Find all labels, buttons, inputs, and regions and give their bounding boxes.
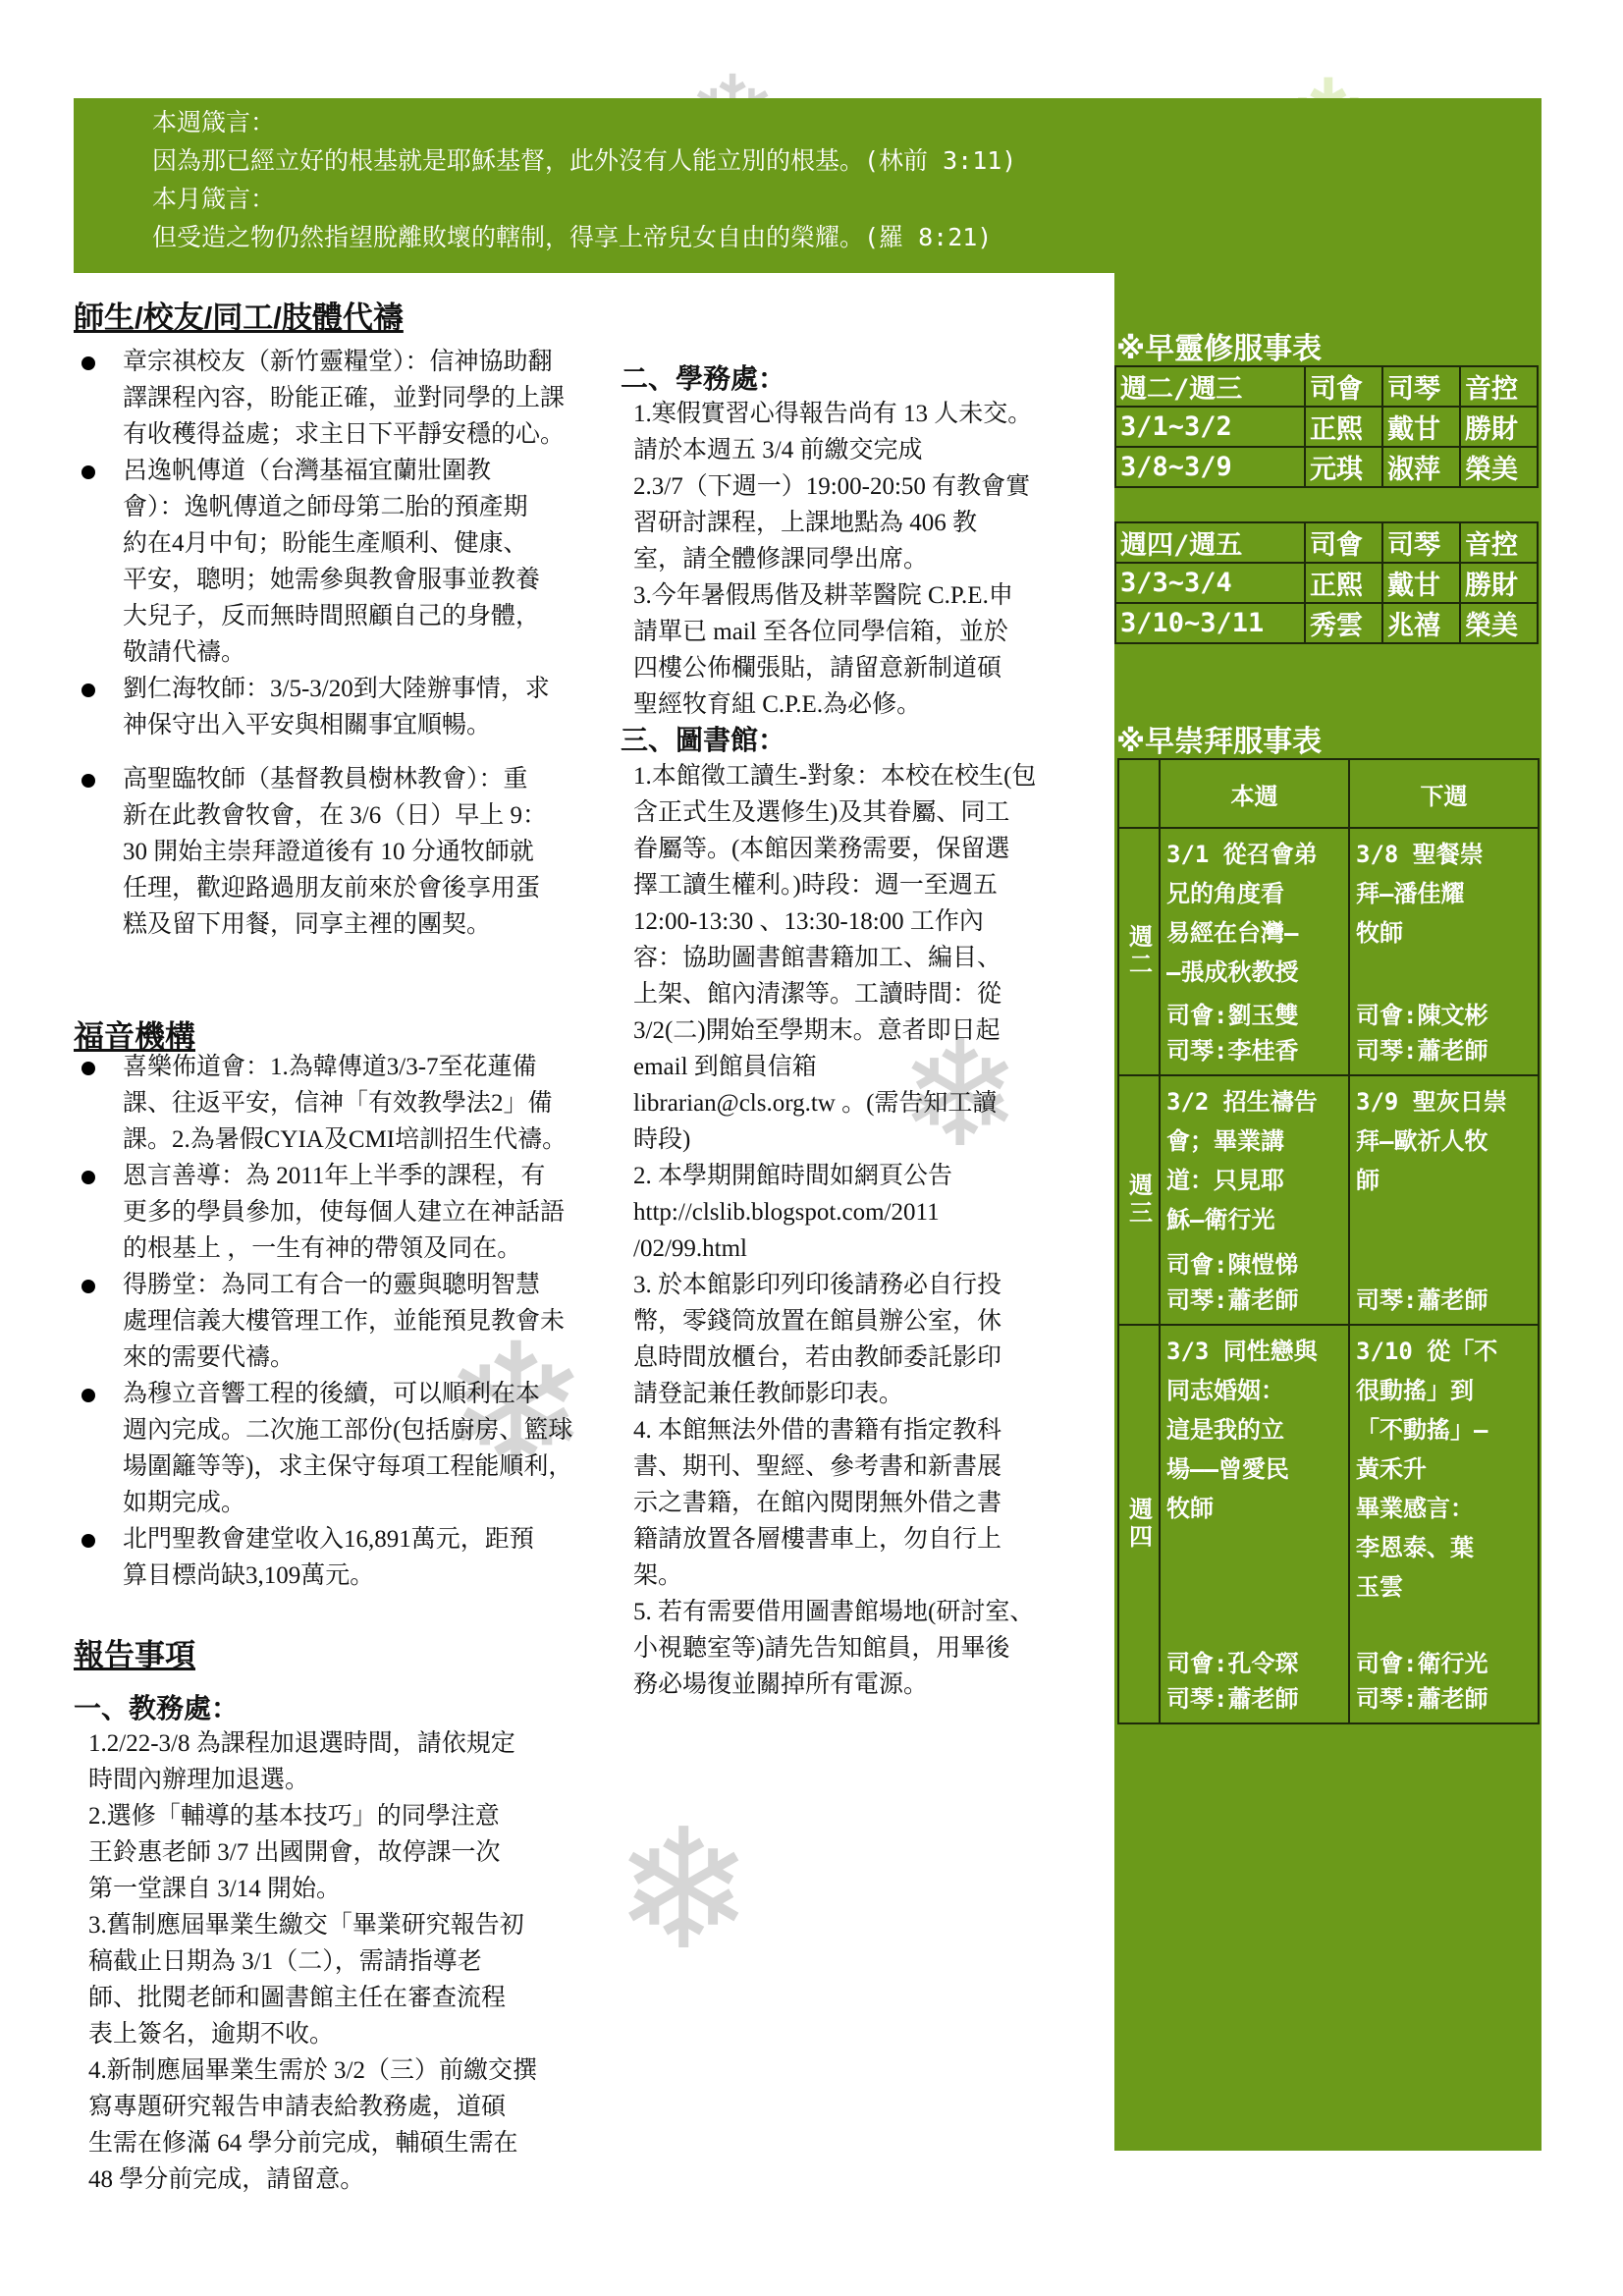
- table-row: 3/10~3/11 秀雲 兆禧 榮美: [1115, 603, 1538, 643]
- list-item: 2. 本學期開館時間如網頁公告 http://clslib.blogspot.com/2011 /02/99.html: [633, 1163, 953, 1262]
- list-item: 5. 若有需要借用圖書館場地(研討室、 小視聽室等)請先告知館員，用畢後 務必場復並關掉所有電源。: [633, 1599, 1035, 1698]
- student-list: [633, 396, 1095, 723]
- prayer-title: 師生/校友/同工/肢體代禱: [74, 301, 404, 335]
- morning-duty-title: ※早靈修服事表: [1116, 333, 1323, 365]
- morning-duty-table: [1114, 365, 1539, 644]
- snowflake-icon: ❄: [442, 1306, 590, 1511]
- list-item: 3.舊制應屆畢業生繳交「畢業研究報告初 稿截止日期為 3/1（二），需請指導老 師、批閱老師和圖書館主任在審查流程 表上簽名，逾期不收。: [88, 1912, 524, 2048]
- month-verse-label: 本月箴言：: [152, 185, 276, 213]
- col-this-week: 本週: [1160, 759, 1349, 828]
- verse-banner: [74, 98, 1542, 273]
- academic-heading: 一、教務處：: [74, 1693, 240, 1723]
- list-item: 1.2/22-3/8 為課程加退選時間，請依規定 時間內辦理加退選。: [88, 1730, 515, 1793]
- list-item: 喜樂佈道會：1.為韓傳道3/3-7至花蓮備 課、往返平安，信神「有效教學法2」備 課。2.為暑假CYIA及CMI培訓招生代禱。: [74, 1049, 633, 1158]
- list-item: 1.本館徵工讀生-對象：本校在校生(包 含正式生及選修生)及其眷屬、同工 眷屬等。(本館因業務需要，保留選 擇工讀生權利。)時段：週一至週五 12:00-13:30 、13:30-18:00 工作內 容：協助圖書館書籍加工、編目、 上架、館內清潔等。工讀時間：從 3/2(二)開始至學期末。意者即日起 email 到館員信箱 librarian@cls.org.tw 。(需告知工讀 時段): [633, 763, 1037, 1153]
- worship-duty-table: [1117, 758, 1540, 1724]
- list-item: 4.新制應屆畢業生需於 3/2（三）前繳交撰 寫專題研究報告申請表給教務處，道碩 生需在修滿 64 學分前完成，輔碩生需在 48 學分前完成，請留意。: [88, 2057, 537, 2193]
- table-row: 週三 3/2 招生禱告 會；畢業講 道：只見耶 穌–衛行光 司會:陳愷悌 司琴:蕭老師 3/9 聖灰日崇 拜–歐祈人牧 師 司琴:蕭老師: [1118, 1075, 1539, 1325]
- prayer-list: [74, 344, 633, 943]
- list-item: 得勝堂：為同工有合一的靈與聰明智慧 處理信義大樓管理工作，並能預見教會未 來的需要代禱。: [74, 1267, 633, 1376]
- table-row: 3/8~3/9 元琪 淑萍 榮美: [1115, 447, 1538, 487]
- list-item: 2.3/7（下週一）19:00-20:50 有教會實 習研討課程，上課地點為 406 教 室，請全體修課同學出席。: [633, 473, 1031, 573]
- table-row: 週二/週三 司會 司琴 音控: [1115, 366, 1538, 407]
- weekday-label: 週三: [1118, 1075, 1160, 1325]
- weekday-label: 週四: [1118, 1325, 1160, 1723]
- list-item: 4. 本館無法外借的書籍有指定教科 書、期刊、聖經、參考書和新書展 示之書籍，在館內閱閉無外借之書 籍請放置各層樓書車上，勿自行上 架。: [633, 1417, 1002, 1589]
- week-verse-text: 因為那已經立好的根基就是耶穌基督，此外沒有人能立別的根基。(林前 3:11): [152, 146, 1017, 175]
- list-item: 呂逸帆傳道（台灣基福宜蘭壯圍教 會）：逸帆傳道之師母第二胎的預產期 約在4月中旬；盼能生產順利、健康、 平安，聰明；她需參與教會服事並教養 大兒子，反而無時間照顧自己的身體， 敬請代禱。: [74, 453, 633, 671]
- academic-list: [88, 1725, 638, 2198]
- list-item: 恩言善導：為 2011年上半季的課程，有 更多的學員參加，使每個人建立在神話語 的根基上 ，一生有神的帶領及同在。: [74, 1158, 633, 1267]
- student-heading: 二、學務處：: [621, 363, 786, 394]
- table-row: 週四/週五 司會 司琴 音控: [1115, 522, 1538, 563]
- list-item: 劉仁海牧師：3/5-3/20到大陸辦事情，求 神保守出入平安與相關事宜順暢。: [74, 671, 633, 743]
- gospel-list: [74, 1049, 633, 1594]
- col-next-week: 下週: [1349, 759, 1539, 828]
- list-item: 章宗祺校友（新竹靈糧堂）：信神協助翻 譯課程內容，盼能正確，並對同學的上課 有收穫得益處；求主日下平靜安穩的心。: [74, 344, 633, 453]
- week-verse-label: 本週箴言：: [152, 108, 276, 137]
- month-verse-text: 但受造之物仍然指望脫離敗壞的轄制，得享上帝兒女自由的榮耀。(羅 8:21): [152, 223, 993, 251]
- snowflake-icon: ❄: [898, 1010, 1022, 1180]
- worship-duty-title: ※早崇拜服事表: [1116, 726, 1323, 758]
- library-heading: 三、圖書館：: [621, 725, 786, 755]
- weekday-label: 週二: [1118, 828, 1160, 1075]
- list-item: 北門聖教會建堂收入16,891萬元，距預 算目標尚缺3,109萬元。: [74, 1521, 633, 1594]
- list-item: 為穆立音響工程的後續，可以順利在本 週內完成。二次施工部份(包括廚房、籃球 場圍籬等等)，求主保守每項工程能順利， 如期完成。: [74, 1376, 633, 1521]
- report-title: 報告事項: [74, 1638, 195, 1672]
- snowflake-icon: ❄: [614, 1793, 754, 1988]
- list-item: 2.選修「輔導的基本技巧」的同學注意 王鈴惠老師 3/7 出國開會，故停課一次 第一堂課自 3/14 開始。: [88, 1803, 501, 1902]
- list-item: 3. 於本館影印列印後請務必自行投 幣，零錢筒放置在館員辦公室，休 息時間放櫃台，若由教師委託影印 請登記兼任教師影印表。: [633, 1272, 1002, 1407]
- list-item: 高聖臨牧師（基督教員樹林教會）：重 新在此教會牧會，在 3/6（日）早上 9： 30 開始主崇拜證道後有 10 分通牧師就 任理，歡迎路過朋友前來於會後享用蛋 糕及留下用餐，同享主裡的團契。: [74, 761, 633, 943]
- library-list: [633, 758, 1105, 1703]
- gospel-title: 福音機構: [74, 1019, 195, 1054]
- list-item: 1.寒假實習心得報告尚有 13 人未交。 請於本週五 3/4 前繳交完成: [633, 401, 1033, 464]
- table-row: 週二 3/1 從召會弟 兄的角度看 易經在台灣– –張成秋教授 司會:劉玉雙 司琴:李桂香 3/8 聖餐崇 拜–潘佳耀 牧師 司會:陳文彬 司琴:蕭老師: [1118, 828, 1539, 1075]
- table-row: [1118, 759, 1539, 828]
- table-row: 3/3~3/4 正熙 戴甘 勝財: [1115, 563, 1538, 603]
- table-row: 3/1~3/2 正熙 戴甘 勝財: [1115, 407, 1538, 447]
- list-item: 3.今年暑假馬偕及耕莘醫院 C.P.E.申 請單已 mail 至各位同學信箱，並於 四樓公佈欄張貼，請留意新制道碩 聖經牧育組 C.P.E.為必修。: [633, 582, 1013, 718]
- table-row: 週四 3/3 同性戀與 同志婚姻： 這是我的立 場––曾愛民 牧師 司會:孔令琛 司琴:蕭老師 3/10 從「不 很動搖」到 「不動搖」– 黃禾升 畢業感言： 李恩泰、葉 玉雲 司會:衛行光 司琴:蕭老師: [1118, 1325, 1539, 1723]
